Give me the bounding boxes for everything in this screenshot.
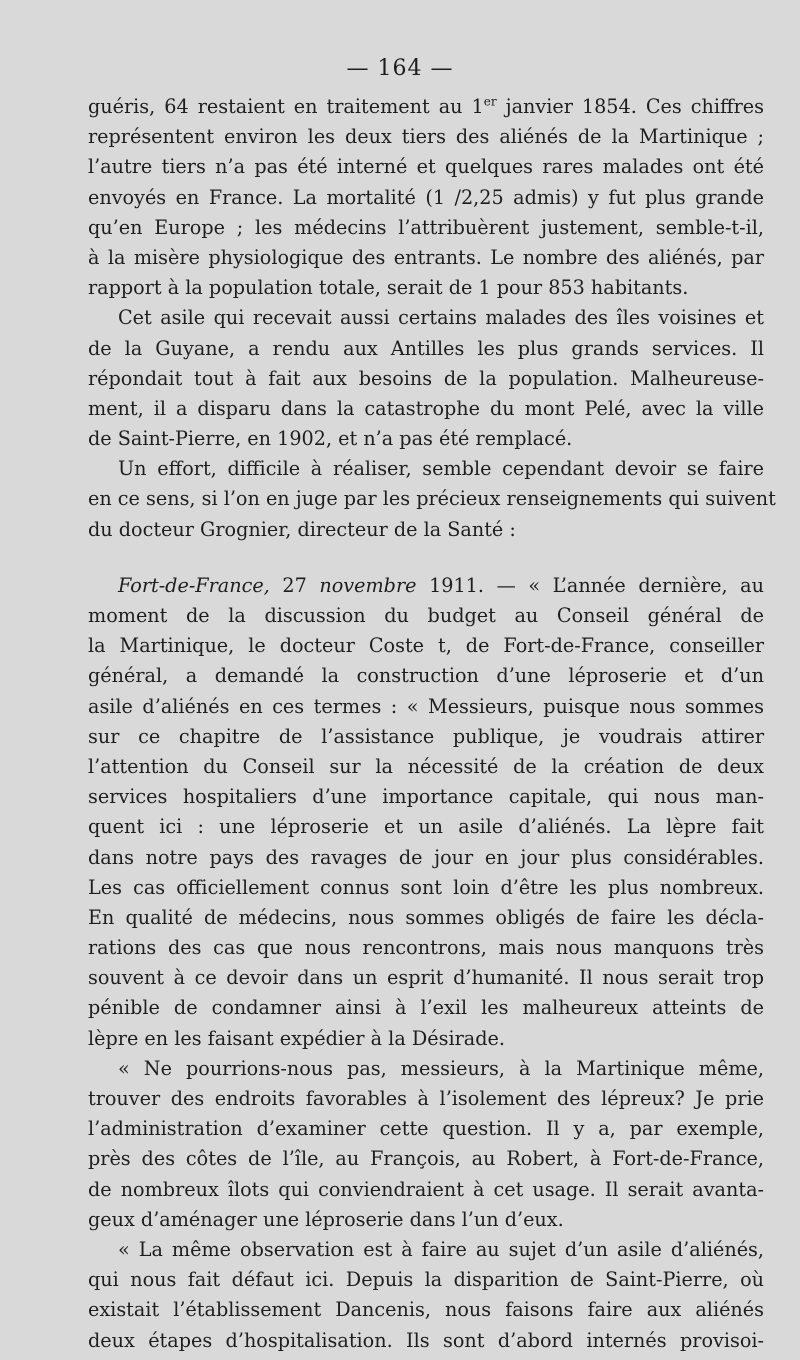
paragraph-6 bbox=[88, 1235, 764, 1356]
page-number: — 164 — bbox=[346, 56, 454, 81]
text-line: représentent environ les deux tiers des aliénés de la Martinique ; bbox=[88, 125, 764, 149]
dateline-place: Fort-de-France, bbox=[118, 573, 270, 597]
text-line: l’attention du Conseil sur la nécessité de la création de deux bbox=[88, 754, 764, 778]
text-line: de nombreux îlots qui conviendraient à cet usage. Il serait avanta- bbox=[88, 1177, 764, 1201]
body-text bbox=[88, 92, 776, 1356]
text-line: général, a demandé la construction d’une léproserie et d’un bbox=[88, 664, 764, 688]
text-line: services hospitaliers d’une importance capitale, qui nous man- bbox=[88, 785, 764, 809]
text-line: dans notre pays des ravages de jour en jour plus considérables. bbox=[88, 845, 764, 869]
text-line: la Martinique, le docteur Coste t, de Fort-de-France, conseiller bbox=[88, 634, 764, 658]
text-line: geux d’aménager une léproserie dans l’un d’eux. bbox=[88, 1207, 564, 1231]
text-line: moment de la discussion du budget au Conseil général de bbox=[88, 604, 764, 627]
paragraph-4 bbox=[88, 571, 764, 1054]
text-line: Cet asile qui recevait aussi certains malades des îles voisines et bbox=[118, 306, 764, 330]
text-line: « La même observation est à faire au sujet d’un asile d’aliénés, bbox=[118, 1237, 764, 1261]
text-line: à la misère physiologique des entrants. Le nombre des aliénés, par bbox=[88, 245, 764, 269]
dateline-day: 27 bbox=[282, 573, 307, 597]
text-line: Les cas officiellement connus sont loin d’être les plus nombreux. bbox=[88, 875, 764, 899]
text-line: souvent à ce devoir dans un esprit d’humanité. Il nous serait trop bbox=[88, 966, 764, 990]
text-line: ment, il a disparu dans la catastrophe du mont Pelé, avec la ville bbox=[88, 396, 764, 420]
text-line: de Saint-Pierre, en 1902, et n’a pas été remplacé. bbox=[88, 427, 573, 451]
text-line: près des côtes de l’île, au François, au Robert, à Fort-de-France, bbox=[88, 1147, 764, 1171]
text-line: l’administration d’examiner cette question. Il y a, par exemple, bbox=[88, 1117, 764, 1141]
text-line: quent ici : une léproserie et un asile d’aliénés. La lèpre fait bbox=[88, 815, 764, 839]
text-line: existait l’établissement Dancenis, nous faisons faire aux aliénés bbox=[88, 1298, 764, 1322]
text-line: envoyés en France. La mortalité (1 /2,25 admis) y fut plus grande bbox=[88, 185, 764, 209]
ordinal-superscript: er bbox=[483, 94, 497, 109]
dateline-rest: 1911. — « L’année dernière, au bbox=[429, 573, 764, 597]
dateline-month: novembre bbox=[319, 573, 417, 597]
text-line: « Ne pourrions-nous pas, messieurs, à la Martinique même, bbox=[118, 1056, 764, 1080]
text-line: qui nous fait défaut ici. Depuis la disparition de Saint-Pierre, où bbox=[88, 1268, 764, 1292]
text-line: l’autre tiers n’a pas été interné et quelques rares malades ont été bbox=[88, 155, 764, 179]
paragraph-2 bbox=[88, 303, 764, 454]
text-line bbox=[88, 571, 764, 601]
text-line: Un effort, difficile à réaliser, semble cependant devoir se faire bbox=[118, 457, 764, 481]
text-line: asile d’aliénés en ces termes : « Messieurs, puisque nous sommes bbox=[88, 694, 764, 718]
paragraph-3 bbox=[88, 454, 776, 545]
paragraph-5 bbox=[88, 1054, 764, 1235]
text-line: du docteur Grognier, directeur de la Santé : bbox=[88, 517, 516, 541]
paragraph-1 bbox=[88, 92, 764, 303]
text-line: sur ce chapitre de l’assistance publique, je voudrais attirer bbox=[88, 724, 764, 748]
text-line: rations des cas que nous rencontrons, mais nous manquons très bbox=[88, 936, 764, 960]
section-gap bbox=[88, 545, 764, 571]
text-line: trouver des endroits favorables à l’isolement des lépreux? Je prie bbox=[88, 1087, 764, 1110]
text-line: de la Guyane, a rendu aux Antilles les plus grands services. Il bbox=[88, 336, 764, 360]
text-line: lèpre en les faisant expédier à la Désirade. bbox=[88, 1026, 505, 1050]
text-line: répondait tout à fait aux besoins de la population. Malheureuse- bbox=[88, 366, 764, 390]
text-line: En qualité de médecins, nous sommes obligés de faire les décla- bbox=[88, 905, 764, 929]
text-line: qu’en Europe ; les médecins l’attribuèrent justement, semble-t-il, bbox=[88, 215, 764, 239]
text-line: pénible de condamner ainsi à l’exil les malheureux atteints de bbox=[88, 996, 764, 1020]
text-line: rapport à la population totale, serait de 1 pour 853 habitants. bbox=[88, 276, 689, 300]
text-line: en ce sens, si l’on en juge par les précieux renseignements qui suivent bbox=[88, 487, 776, 511]
text-line: deux étapes d’hospitalisation. Ils sont d’abord internés provisoi- bbox=[88, 1328, 764, 1352]
text-line: guéris, 64 restaient en traitement au 1er janvier 1854. Ces chiffres bbox=[88, 94, 764, 118]
